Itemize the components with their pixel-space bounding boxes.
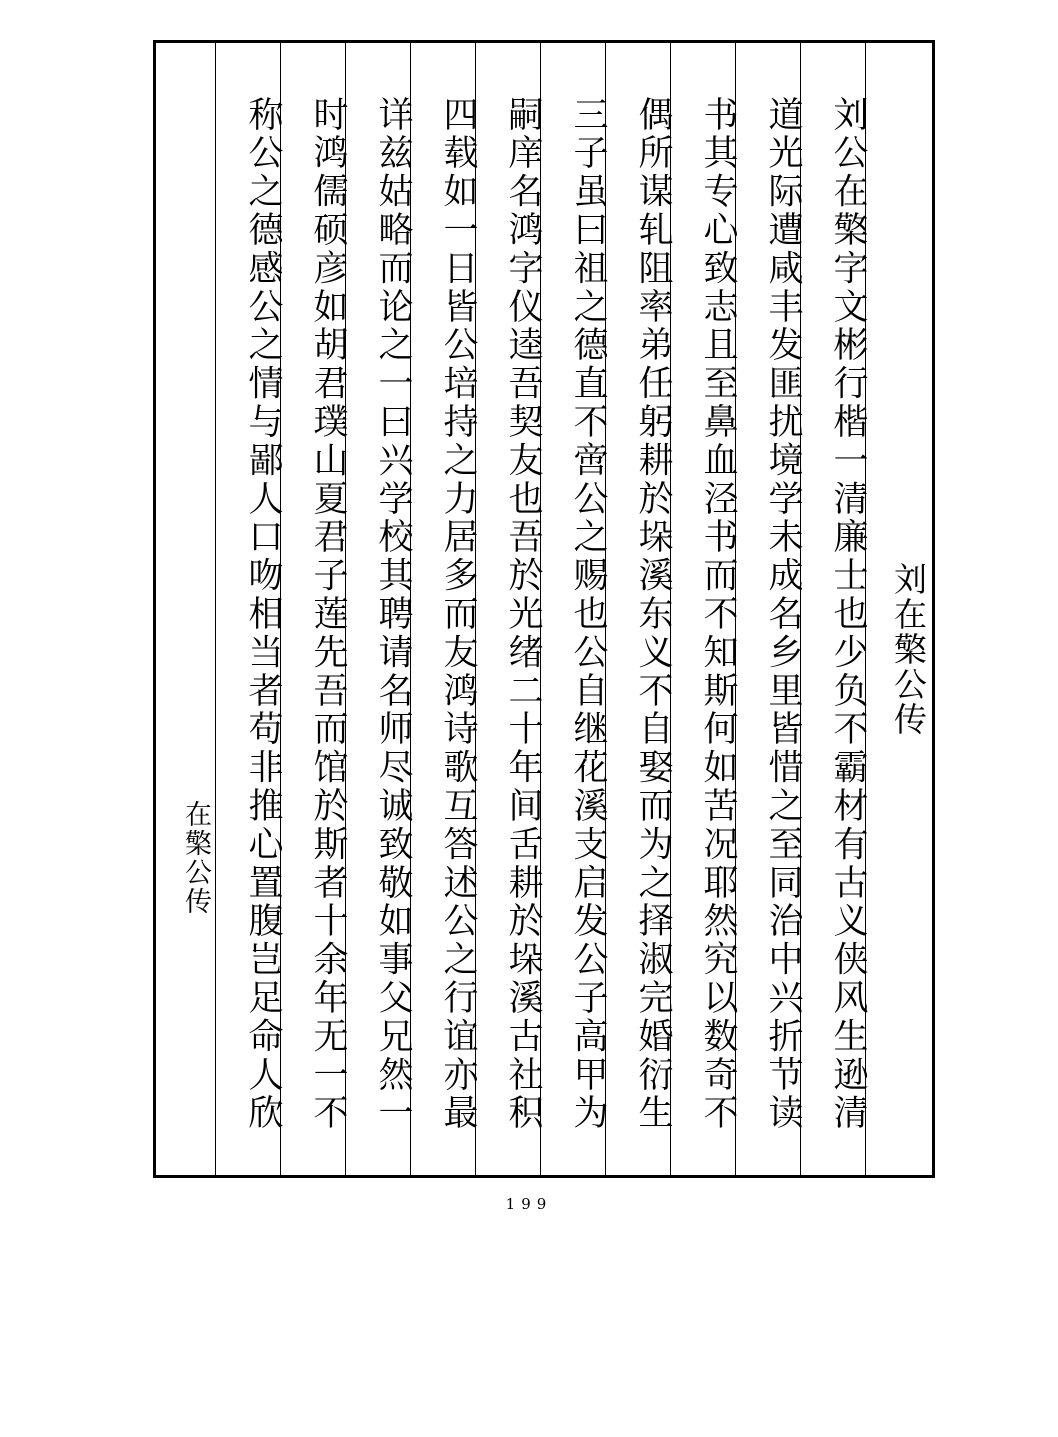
column-text: 详兹姑略而论之一曰兴学校其聘请名师尽诚致敬如事父兄然一 (373, 95, 413, 1133)
page-number: 199 (505, 1195, 553, 1213)
margin-column (150, 43, 215, 1175)
document-title: 刘在檠公传 (889, 561, 928, 737)
running-header: 在檠公传 (180, 800, 211, 916)
column-text: 刘公在檠字文彬行楷一清廉士也少负不霸材有古义侠风生逊清 (828, 95, 868, 1133)
text-column (345, 43, 413, 1175)
text-column (215, 43, 283, 1175)
text-column (735, 43, 803, 1175)
column-text: 书其专心致志且至鼻血泾书而不知斯何如苦况耶然究以数奇不 (698, 95, 738, 1133)
text-column (800, 43, 868, 1175)
text-column (280, 43, 348, 1175)
title-column (865, 43, 932, 1175)
column-text: 道光际遭咸丰发匪扰境学未成名乡里皆惜之至同治中兴折节读 (763, 95, 803, 1133)
column-text: 三子虽曰祖之德直不啻公之赐也公自继花溪支启发公子高甲为 (568, 95, 608, 1133)
text-column (670, 43, 738, 1175)
column-text: 四载如一日皆公培持之力居多而友鸿诗歌互答述公之行谊亦最 (438, 95, 478, 1133)
column-text: 时鸿儒硕彦如胡君璞山夏君子莲先吾而馆於斯者十余年无一不 (308, 95, 348, 1133)
text-column (540, 43, 608, 1175)
text-column (410, 43, 478, 1175)
column-text: 嗣庠名鸿字仪逵吾契友也吾於光绪二十年间舌耕於垛溪古社积 (503, 95, 543, 1133)
column-text: 称公之德感公之情与鄙人口吻相当者苟非推心置腹岂足命人欣 (243, 95, 283, 1133)
text-column (475, 43, 543, 1175)
page-frame (153, 40, 935, 1178)
column-text: 偶所谋轧阻率弟任躬耕於垛溪东义不自娶而为之择淑完婚衍生 (633, 95, 673, 1133)
text-column (605, 43, 673, 1175)
